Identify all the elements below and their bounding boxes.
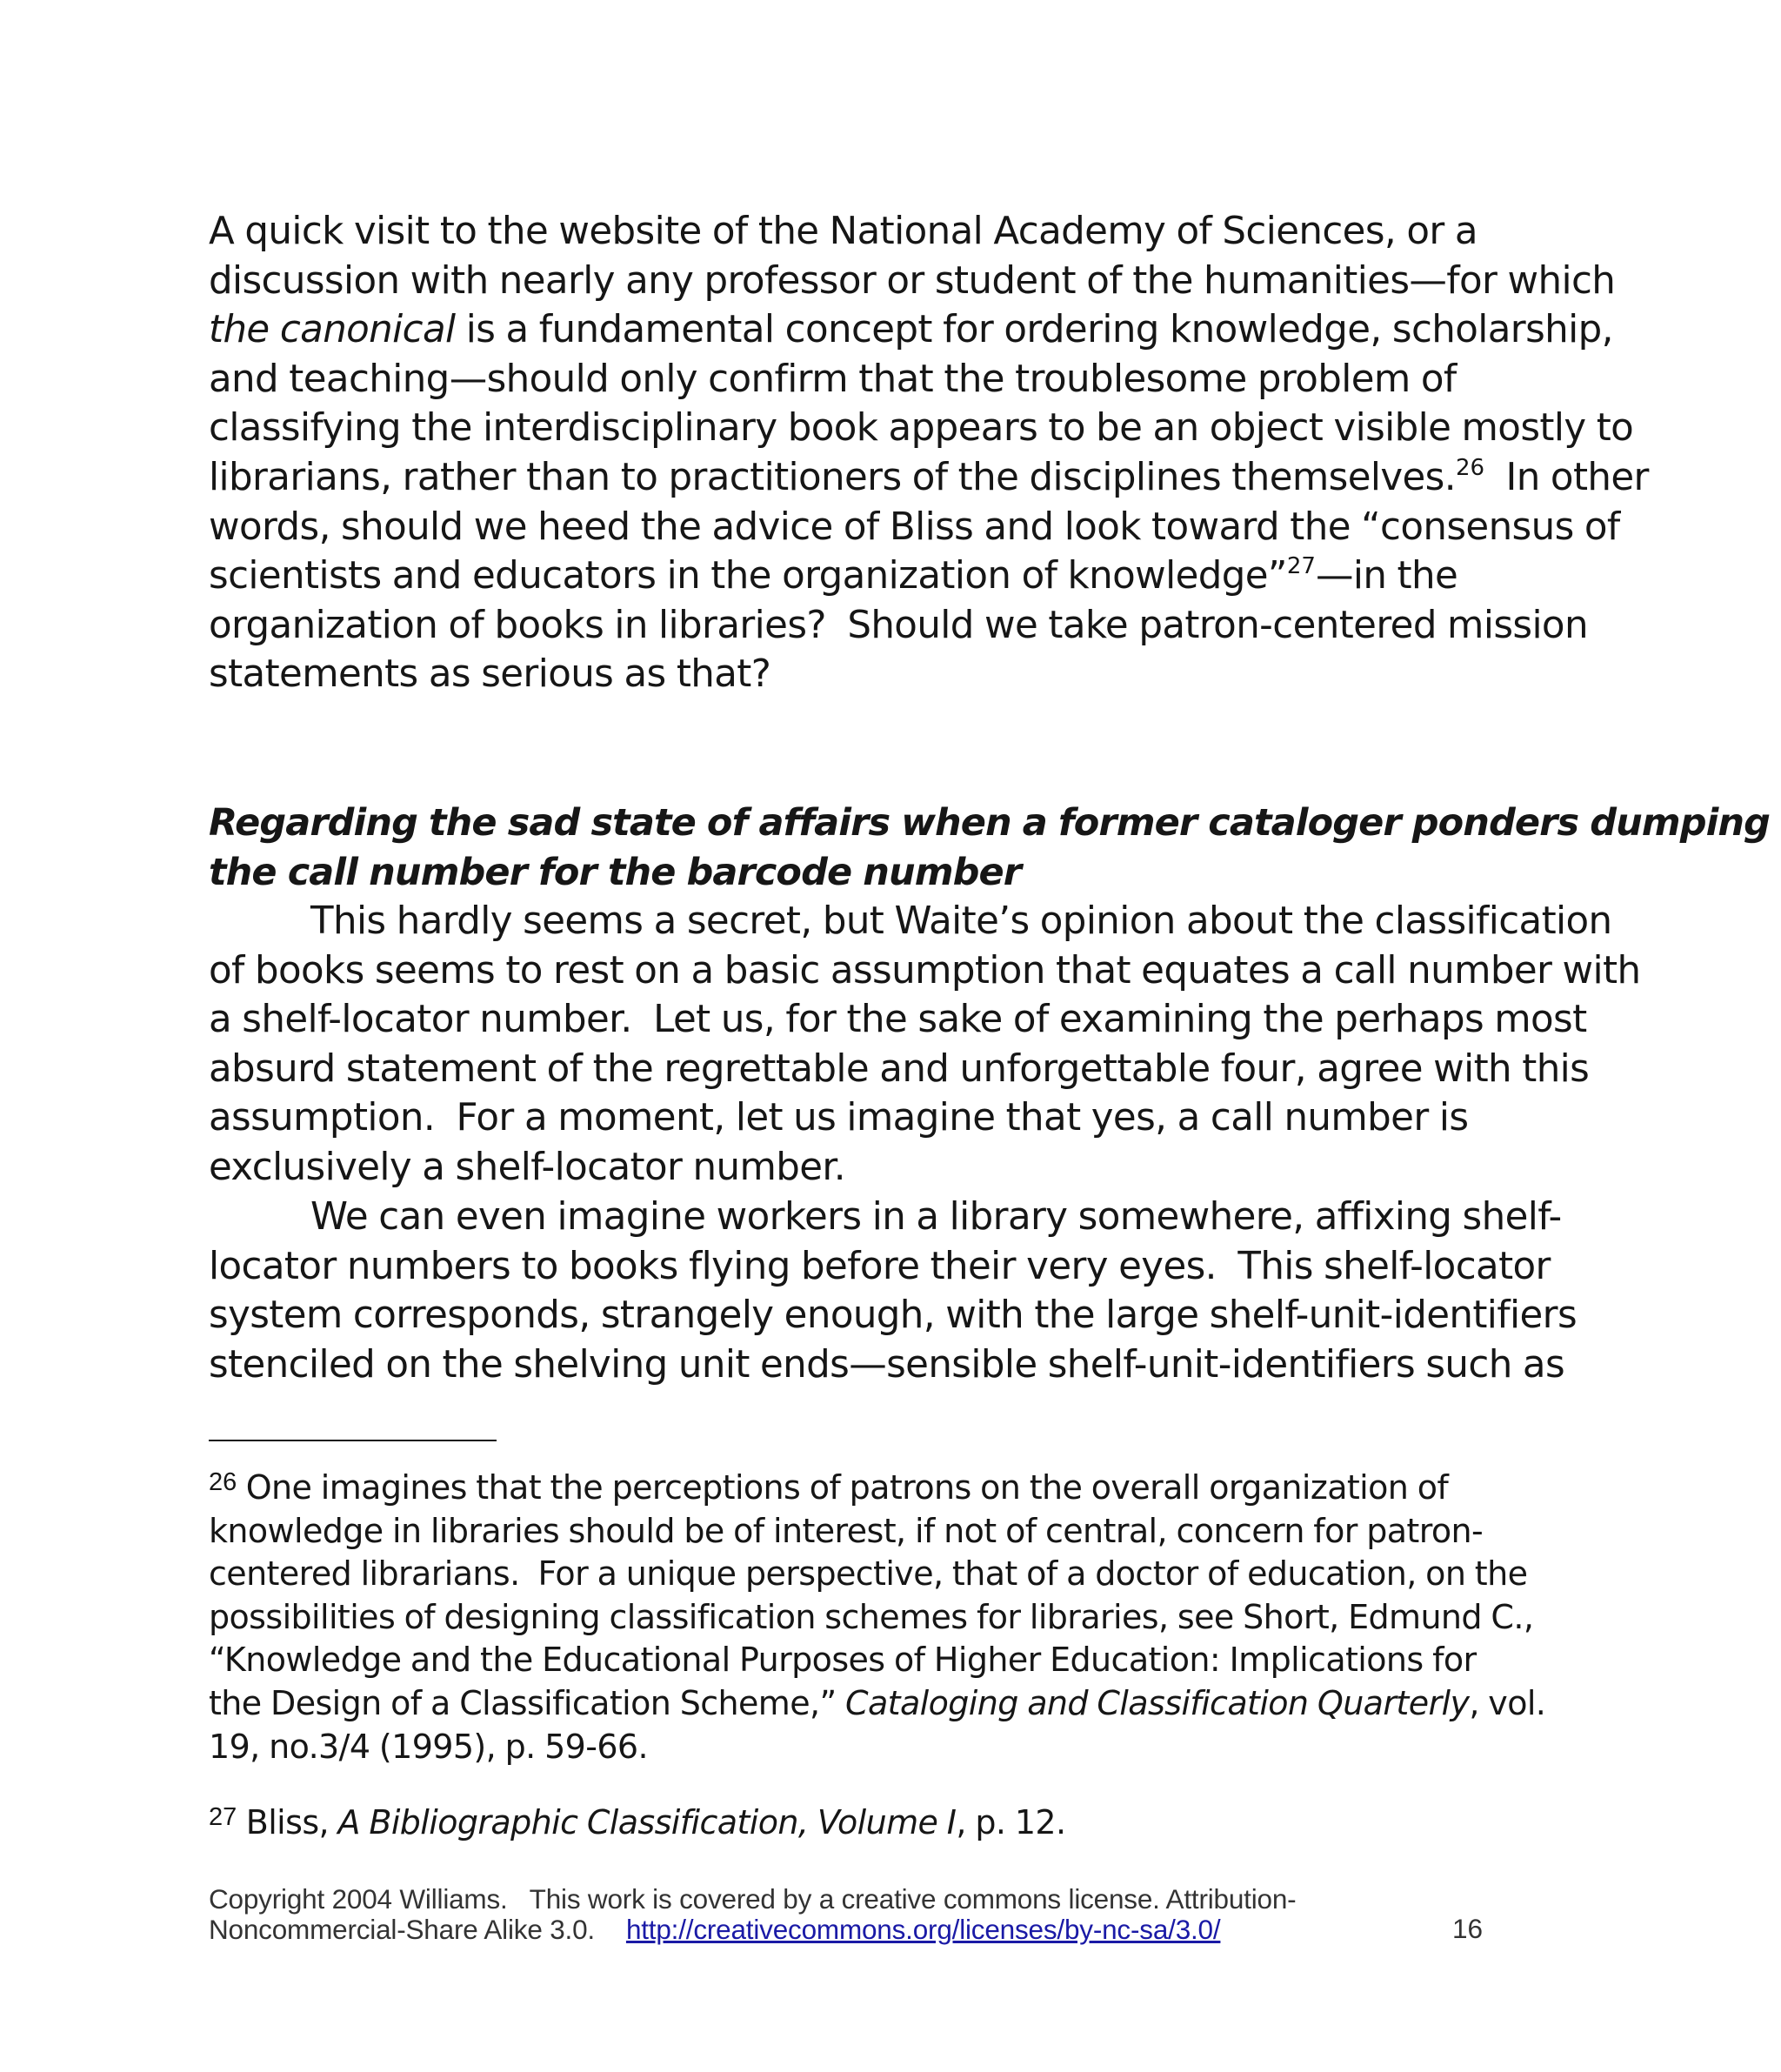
license-line — [209, 1915, 1635, 1945]
paragraph-line-rest: is a fundamental concept for ordering knowledge, scholarship, — [455, 308, 1613, 352]
paragraph-line — [209, 305, 1635, 355]
footnote-26 — [209, 1467, 1635, 1768]
footnote-line: “Knowledge and the Educational Purposes of Higher Education: Implications for — [209, 1641, 1477, 1680]
footnote-line-text: Bliss, — [237, 1803, 338, 1841]
paragraph-line: system corresponds, strangely enough, with the large shelf-unit-identifiers — [209, 1293, 1578, 1338]
footnote-reference-27[interactable]: 27 — [1286, 553, 1316, 580]
footnote-line-rest: , vol. — [1469, 1683, 1546, 1722]
footnote-reference-26[interactable]: 26 — [1455, 454, 1485, 481]
footnote-line — [209, 1682, 1635, 1726]
paragraph-line — [209, 897, 1635, 946]
footnote-27 — [209, 1801, 1635, 1845]
paragraph-line-text: scientists and educators in the organization of knowledge” — [209, 554, 1287, 598]
paragraph-line: a shelf-locator number. Let us, for the sake of examining the perhaps most — [209, 998, 1587, 1042]
paragraph-line: absurd statement of the regrettable and unforgettable four, agree with this — [209, 1046, 1590, 1091]
paragraph-line: and teaching—should only confirm that the troublesome problem of — [209, 357, 1457, 401]
paragraph-national-academy — [209, 207, 1649, 699]
footnote-line — [209, 1467, 1635, 1510]
footnote-line: possibilities of designing classification schemes for libraries, see Short, Edmund C., — [209, 1597, 1534, 1636]
page-number: 16 — [1452, 1913, 1484, 1944]
footnote-number: 27 — [209, 1803, 237, 1831]
paragraph-line-rest: —in the — [1315, 554, 1458, 598]
paragraph-line: classifying the interdisciplinary book appears to be an object visible mostly to — [209, 406, 1634, 451]
heading-line: Regarding the sad state of affairs when a former cataloger ponders dumping — [209, 801, 1771, 845]
paragraph-line: assumption. For a moment, let us imagine that yes, a call number is — [209, 1096, 1469, 1140]
footnote-line-text: One imagines that the perceptions of patrons on the overall organization of — [237, 1468, 1449, 1507]
footnote-line — [209, 1801, 1635, 1845]
license-link[interactable]: http://creativecommons.org/licenses/by-nc-sa/3.0/ — [625, 1914, 1221, 1945]
footnote-line: 19, no.3/4 (1995), p. 59-66. — [209, 1727, 648, 1766]
license-name: Noncommercial-Share Alike 3.0. — [209, 1914, 595, 1945]
paragraph-line-text: We can even imagine workers in a library somewhere, affixing shelf- — [310, 1195, 1562, 1239]
section-heading — [209, 799, 1771, 897]
footnote-separator — [209, 1440, 497, 1441]
paragraph-library-workers — [209, 1193, 1635, 1389]
paragraph-line: discussion with nearly any professor or student of the humanities—for which — [209, 258, 1616, 303]
footnote-line: knowledge in libraries should be of interest, if not of central, concern for patron- — [209, 1511, 1484, 1550]
italic-phrase: the canonical — [209, 308, 456, 352]
paragraph-line-text: librarians, rather than to practitioners of the disciplines themselves. — [209, 455, 1456, 499]
paragraph-line: A quick visit to the website of the National Academy of Sciences, or a — [209, 210, 1477, 253]
paragraph-line: locator numbers to books flying before their very eyes. This shelf-locator — [209, 1244, 1551, 1288]
paragraph-line: exclusively a shelf-locator number. — [209, 1145, 845, 1189]
heading-line: the call number for the barcode number — [209, 850, 1022, 894]
footnote-line-rest: , p. 12. — [956, 1803, 1066, 1841]
paragraph-line: of books seems to rest on a basic assumption that equates a call number with — [209, 948, 1641, 993]
paragraph-line: words, should we heed the advice of Bliss and look toward the “consensus of — [209, 505, 1620, 549]
paragraph-line: statements as serious as that? — [209, 652, 771, 697]
paragraph-line — [209, 1193, 1635, 1242]
paragraph-line: stenciled on the shelving unit ends—sensible shelf-unit-identifiers such as — [209, 1342, 1565, 1387]
book-title: A Bibliographic Classification, Volume I — [337, 1803, 957, 1841]
footnote-line-text: the Design of a Classification Scheme,” — [209, 1683, 846, 1722]
paragraph-line-rest: In other — [1484, 455, 1649, 499]
paragraph-line — [209, 453, 1649, 503]
copyright-line: Copyright 2004 Williams. This work is covered by a creative commons license. Attribution- — [209, 1883, 1297, 1915]
paragraph-line: organization of books in libraries? Should we take patron-centered mission — [209, 603, 1588, 647]
paragraph-waite-opinion — [209, 897, 1641, 1193]
journal-title: Cataloging and Classification Quarterly — [845, 1683, 1470, 1722]
footnote-line: centered librarians. For a unique perspective, that of a doctor of education, on the — [209, 1554, 1528, 1594]
paragraph-line-text: This hardly seems a secret, but Waite’s opinion about the classification — [310, 899, 1612, 943]
footnote-number: 26 — [209, 1468, 237, 1496]
paragraph-line — [209, 551, 1635, 601]
page-footer — [209, 1884, 1635, 1945]
